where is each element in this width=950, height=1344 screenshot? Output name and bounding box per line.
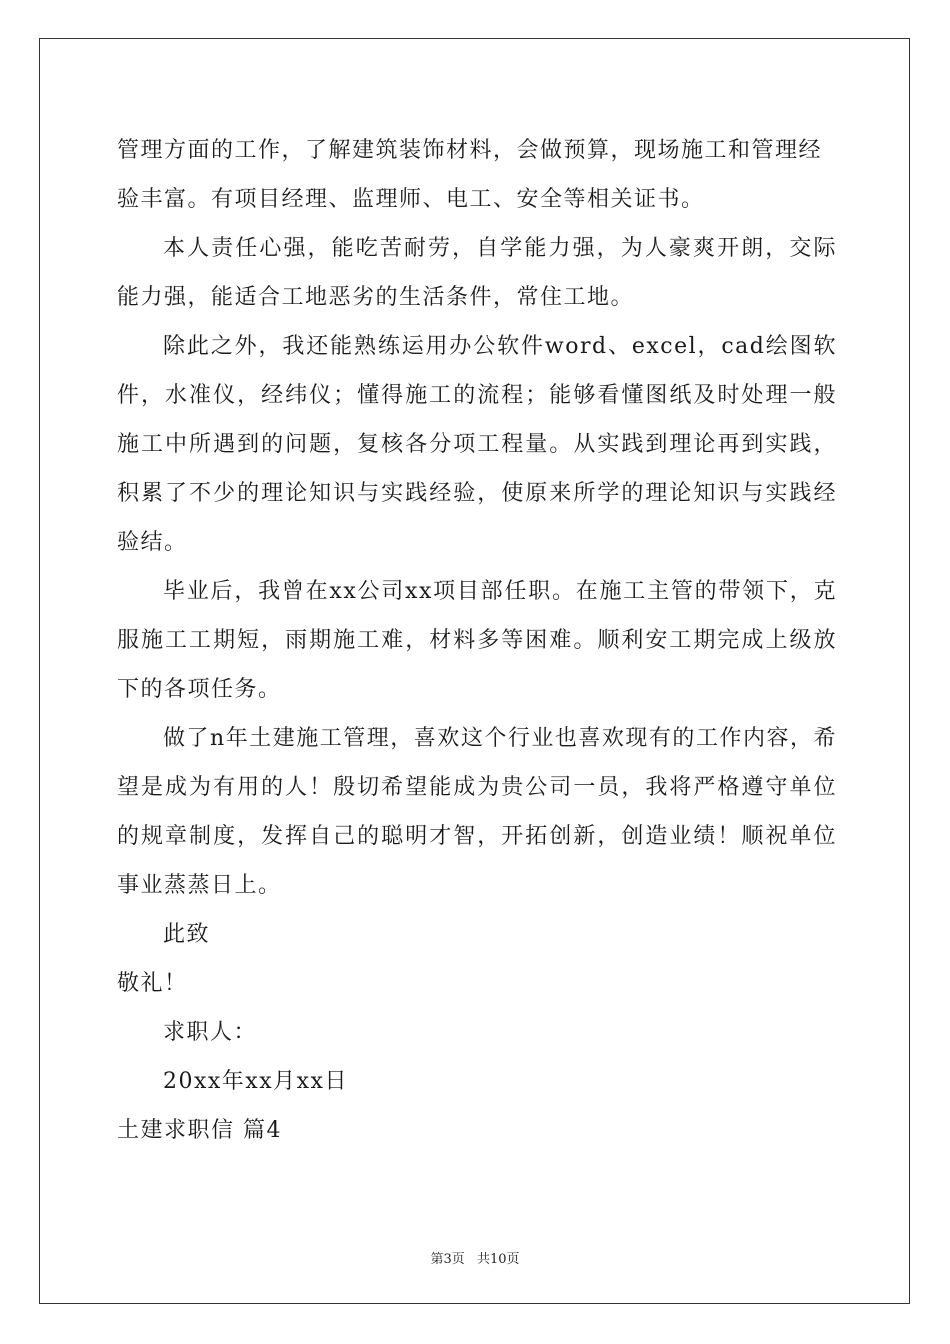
paragraph-4: 毕业后，我曾在xx公司xx项目部任职。在施工主管的带领下，克服施工工期短，雨期施工难，材料多等困难。顺利安工期完成上级放下的各项任务。 [117,579,837,702]
document-body [117,126,837,1155]
date-text: 20xx年xx月xx日 [163,1069,348,1094]
page-footer [0,1248,950,1267]
applicant-label: 求职人： [163,1020,258,1045]
paragraph-5: 做了n年土建施工管理，喜欢这个行业也喜欢现有的工作内容，希望是成为有用的人！殷切希望能成为贵公司一员，我将严格遵守单位的规章制度，发挥自己的聪明才智，开拓创新，创造业绩！顺祝单位事业蒸蒸日上。 [117,726,837,898]
paragraph-2: 本人责任心强，能吃苦耐劳，自学能力强，为人豪爽开朗，交际能力强，能适合工地恶劣的生活条件，常住工地。 [117,236,837,310]
paragraph-1-line-1: 管理方面的工作，了解建筑装饰材料，会做预算，现场施工和管理经 [117,138,823,163]
paragraph-3: 除此之外，我还能熟练运用办公软件word、excel，cad绘图软件，水准仪，经纬仪；懂得施工的流程；能够看懂图纸及时处理一般施工中所遇到的问题，复核各分项工程量。从实践到理论再到实践，积累了不少的理论知识与实践经验，使原来所学的理论知识与实践经验结。 [117,334,837,555]
page-total: 共10页 [476,1252,520,1267]
salute-text: 敬礼！ [117,971,188,996]
paragraph-1-line-2: 验丰富。有项目经理、监理师、电工、安全等相关证书。 [117,187,705,212]
section-heading: 土建求职信 篇4 [117,1118,282,1143]
closing-text: 此致 [163,922,211,947]
page-number: 第3页 [430,1252,465,1267]
